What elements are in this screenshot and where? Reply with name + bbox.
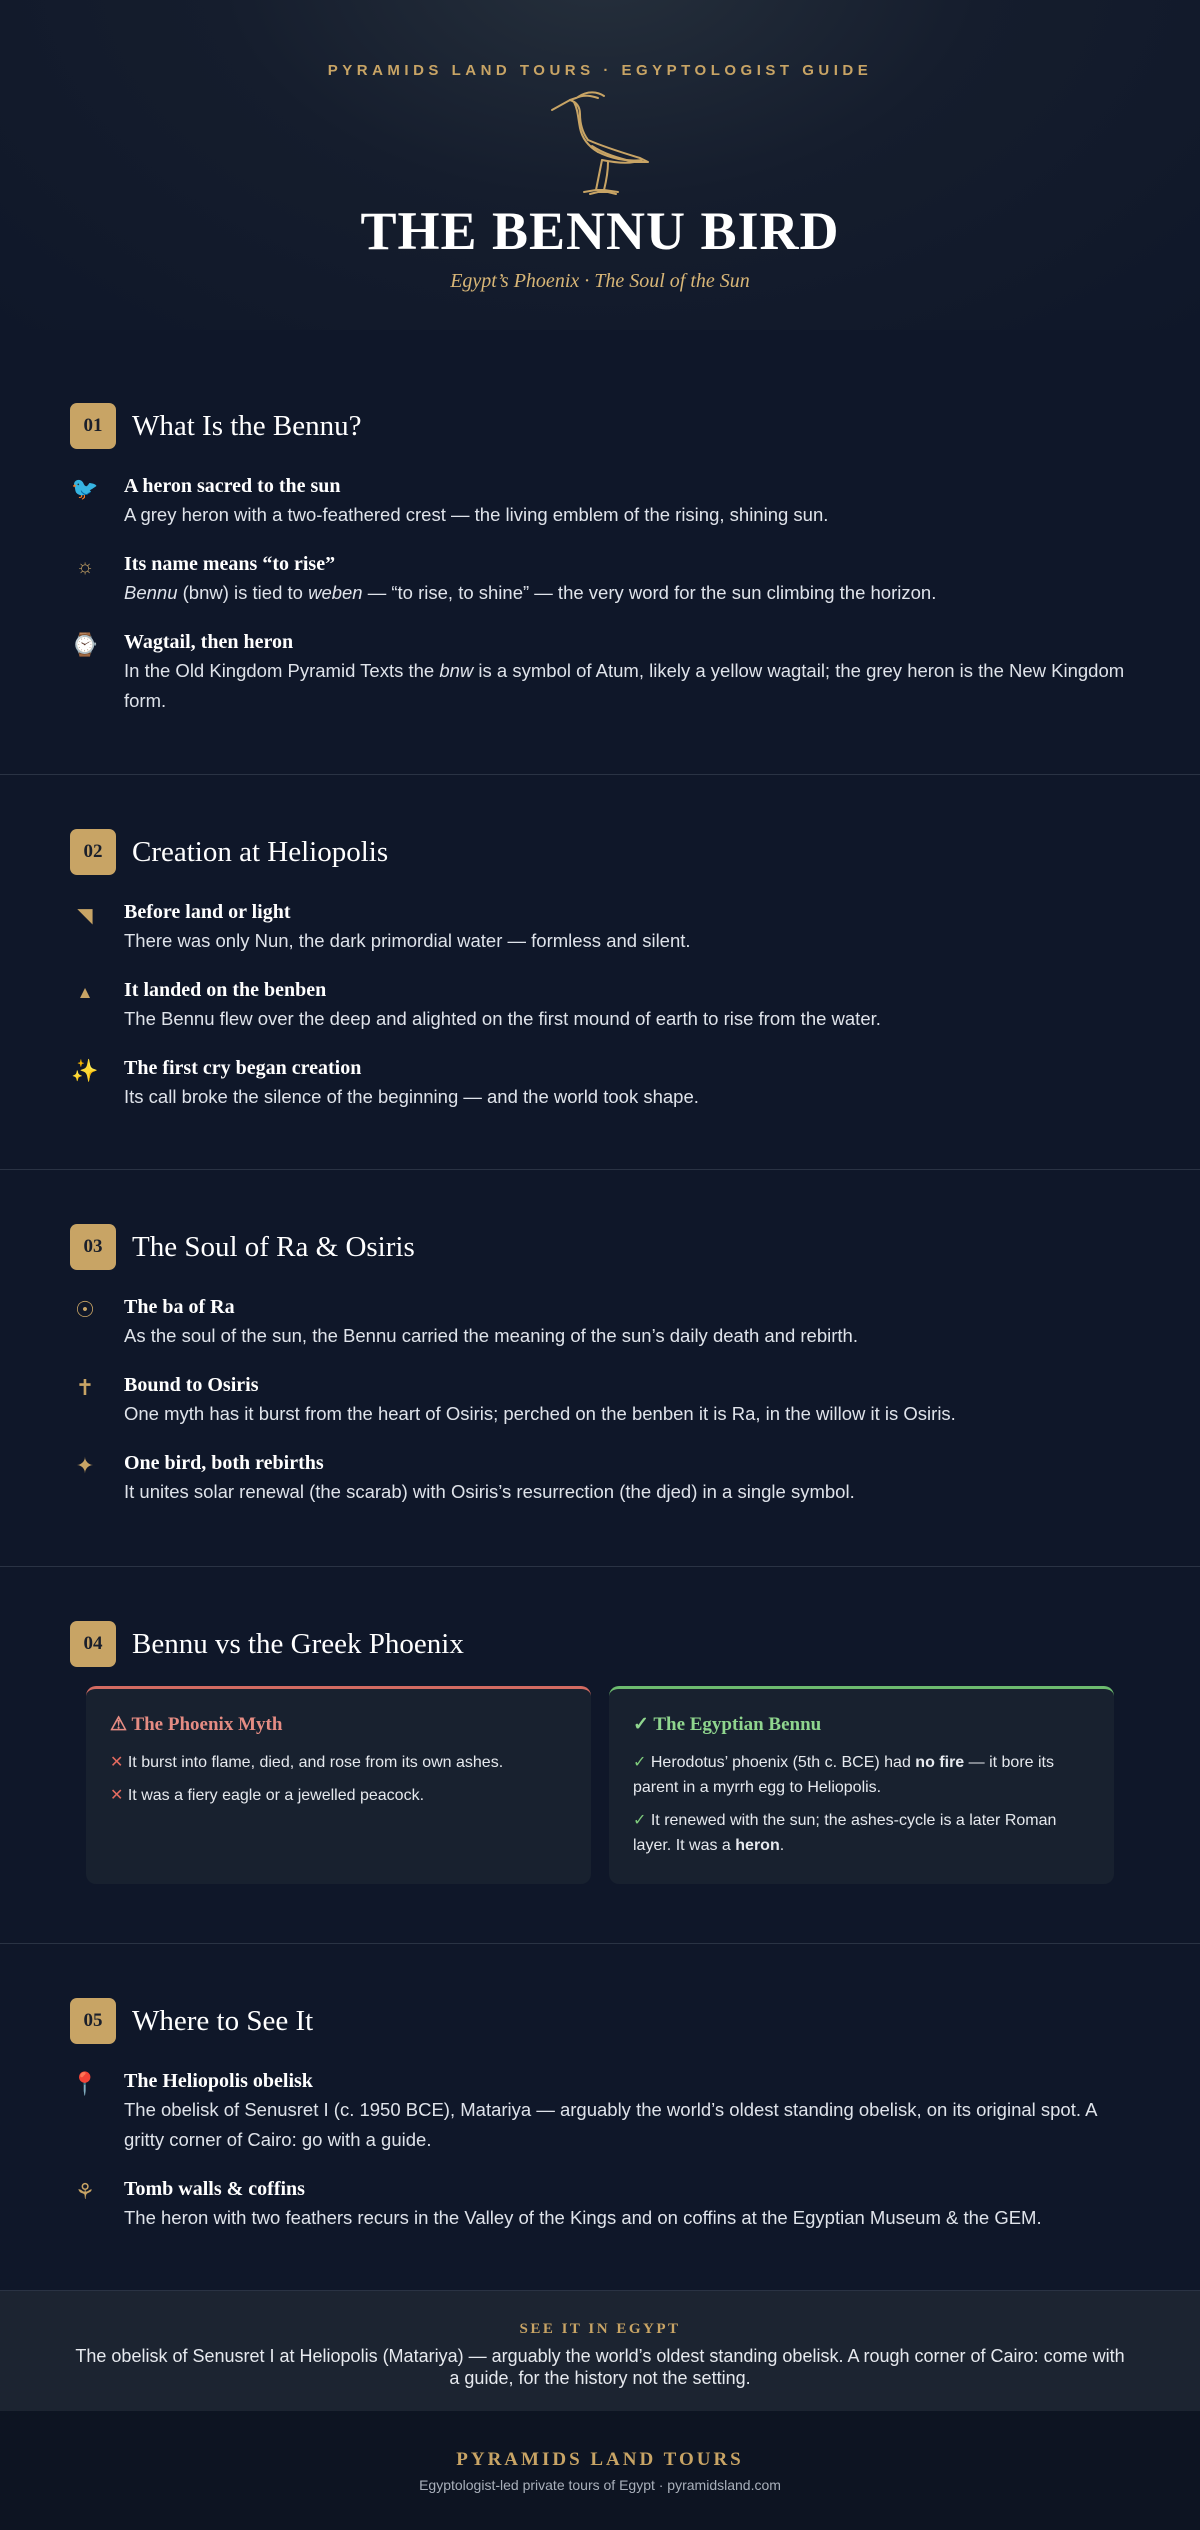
section-heading xyxy=(70,1224,415,1270)
bird-icon: 🐦 xyxy=(71,476,99,501)
page-footer xyxy=(0,2411,1200,2530)
section-number-badge: 01 xyxy=(70,403,116,449)
check-mark-icon: ✓ xyxy=(633,1754,647,1771)
footer-tagline: Egyptologist-led private tours of Egypt · pyramidsland.com xyxy=(419,2477,781,2493)
section-title: Creation at Heliopolis xyxy=(132,835,389,868)
section-where-to-see xyxy=(0,1943,1200,2290)
flower-icon: ⚘ xyxy=(75,2179,95,2204)
item-title: Tomb walls & coffins xyxy=(124,2178,305,2200)
watch-icon: ⌚ xyxy=(71,632,99,657)
section-number-badge: 02 xyxy=(70,829,116,875)
hero-header xyxy=(0,0,1200,330)
pin-icon: 📍 xyxy=(71,2071,99,2096)
section-heading xyxy=(70,829,388,875)
item-description: One myth has it burst from the heart of Osiris; perched on the benben it is Ra, in the willow it is Osiris. xyxy=(124,1403,956,1424)
item-description: There was only Nun, the dark primordial water — formless and silent. xyxy=(124,930,691,951)
section-title: Bennu vs the Greek Phoenix xyxy=(132,1627,464,1660)
sparkles-icon: ✨ xyxy=(71,1058,99,1083)
card-title: ⚠ The Phoenix Myth xyxy=(110,1714,283,1735)
item-description: The Bennu flew over the deep and alighted on the first mound of earth to rise from the water. xyxy=(124,1008,881,1029)
item-title: The first cry began creation xyxy=(124,1057,362,1079)
section-heading xyxy=(70,1621,464,1667)
item-description: In the Old Kingdom Pyramid Texts the bnw is a symbol of Atum, likely a yellow wagtail; the grey heron is the New Kingdom form. xyxy=(124,660,1125,711)
item-description: The heron with two feathers recurs in the Valley of the Kings and on coffins at the Egyptian Museum & the GEM. xyxy=(124,2207,1042,2228)
section-heading xyxy=(70,1998,313,2044)
see-it-callout xyxy=(0,2290,1200,2412)
triangle-icon: ▲ xyxy=(76,983,94,1002)
item-description: Its call broke the silence of the beginning — and the world took shape. xyxy=(124,1086,699,1107)
item-description: A grey heron with a two-feathered crest — the living emblem of the rising, shining sun. xyxy=(124,504,829,525)
check-mark-icon: ✓ xyxy=(633,1812,647,1829)
item-description: As the soul of the sun, the Bennu carried the meaning of the sun’s daily death and rebirth. xyxy=(124,1325,858,1346)
item-title: One bird, both rebirths xyxy=(124,1452,324,1474)
item-title: Its name means “to rise” xyxy=(124,553,336,575)
myth-row: ✕ It was a fiery eagle or a jewelled peacock. xyxy=(110,1787,425,1804)
sun-disk-icon: ☉ xyxy=(75,1297,95,1322)
section-number-badge: 05 xyxy=(70,1998,116,2044)
footer-brand: PYRAMIDS LAND TOURS xyxy=(456,2449,744,2470)
item-description: Bennu (bnw) is tied to weben — “to rise, to shine” — the very word for the sun climbing the horizon. xyxy=(124,582,937,603)
phoenix-myth-card xyxy=(86,1686,591,1884)
bennu-row: ✓ Herodotus’ phoenix (5th c. BCE) had no fire — it bore its parent in a myrrh egg to Heliopolis. xyxy=(633,1754,1054,1796)
egyptian-bennu-card xyxy=(609,1686,1114,1884)
cross-mark-icon: ✕ xyxy=(110,1787,124,1804)
star-icon: ✦ xyxy=(75,1453,95,1478)
cross-icon: ✝ xyxy=(75,1375,95,1400)
item-title: The Heliopolis obelisk xyxy=(124,2070,313,2092)
section-title: What Is the Bennu? xyxy=(132,409,362,442)
section-title: The Soul of Ra & Osiris xyxy=(132,1230,415,1263)
item-description: The obelisk of Senusret I (c. 1950 BCE), Matariya — arguably the world’s oldest standing obelisk, on its original spot. A gritty corner of Cairo: go with a guide. xyxy=(124,2099,1097,2150)
heron-icon xyxy=(548,88,652,200)
item-title: Wagtail, then heron xyxy=(124,631,294,653)
cross-mark-icon: ✕ xyxy=(110,1754,124,1771)
section-number-badge: 03 xyxy=(70,1224,116,1270)
item-title: It landed on the benben xyxy=(124,979,327,1001)
section-soul-of-ra xyxy=(0,1169,1200,1567)
section-title: Where to See It xyxy=(132,2004,314,2037)
myth-row: ✕ It burst into flame, died, and rose from its own ashes. xyxy=(110,1754,504,1771)
section-what-is-bennu xyxy=(0,330,1200,775)
hero-kicker: PYRAMIDS LAND TOURS · EGYPTOLOGIST GUIDE xyxy=(327,62,873,79)
sun-icon: ☼ xyxy=(75,555,95,578)
section-number-badge: 04 xyxy=(70,1621,116,1667)
section-creation xyxy=(0,774,1200,1170)
corner-triangle-icon: ◥ xyxy=(77,904,93,927)
item-title: Bound to Osiris xyxy=(124,1374,259,1396)
section-bennu-vs-phoenix xyxy=(0,1566,1200,1944)
bennu-row: ✓ It renewed with the sun; the ashes-cycle is a later Roman layer. It was a heron. xyxy=(633,1812,1057,1854)
item-title: Before land or light xyxy=(124,901,291,923)
item-title: A heron sacred to the sun xyxy=(124,475,341,497)
callout-title: SEE IT IN EGYPT xyxy=(519,2321,681,2337)
section-heading xyxy=(70,403,362,449)
page-subtitle: Egypt’s Phoenix · The Soul of the Sun xyxy=(450,270,750,292)
callout-text: The obelisk of Senusret I at Heliopolis (Matariya) — arguably the world’s oldest standing obelisk. A rough corner of Cairo: come with a guide, for the history not the setting. xyxy=(75,2346,1125,2388)
page-title: THE BENNU BIRD xyxy=(360,201,840,261)
card-title: ✓ The Egyptian Bennu xyxy=(633,1714,822,1735)
item-description: It unites solar renewal (the scarab) with Osiris’s resurrection (the djed) in a single symbol. xyxy=(124,1481,855,1502)
item-title: The ba of Ra xyxy=(124,1296,235,1318)
